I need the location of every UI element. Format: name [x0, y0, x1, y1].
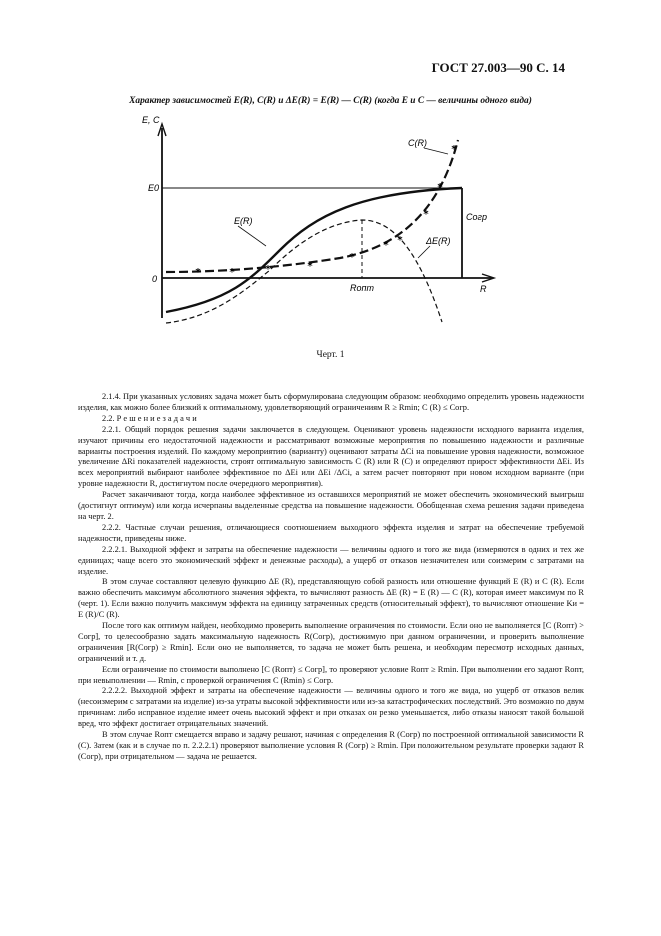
- chart-figure: [0, 0, 661, 340]
- paragraph: 2.1.4. При указанных условиях задача может быть сформулирована следующим образом: необходимо определить уровень надежности изделия, как можно более близкий к оптимальному, удовлетворяющий ограничениям R ≥ Rmin; C (R) ≤ Cогр.: [78, 392, 584, 412]
- paragraph: 2.2.1. Общий порядок решения задачи заключается в следующем. Оценивают уровень надежности исходного варианта изделия, изучают причины его недостаточной надежности и рассматривают возможные мероприятия по повышению надежности и различные варианты построения изделий. По каждому мероприятию (варианту) оценивают затраты ΔCi на повышение уровня надежности, возможное увеличение ΔRi показателей надежности, строят оптимальную зависимость C (R) или R (C) и определяют прирост эффективности ΔEi. Из всех мероприятий выбирают наиболее эффективное по ΔEi или ΔEi /ΔCi, а затем расчет повторяют при новом исходном варианте (при уровне надежности R, достигнутом после очередного мероприятия).: [78, 424, 584, 489]
- axis-y-label: E, C: [142, 115, 160, 125]
- chart-caption: Черт. 1: [316, 350, 345, 360]
- r-opt-label: Rопт: [350, 283, 374, 293]
- body-text: [78, 392, 584, 763]
- curve-e-label: E(R): [234, 216, 253, 226]
- svg-text:*: *: [451, 144, 457, 155]
- paragraph: Если ограничение по стоимости выполнено [C (Rопт) ≤ Cогр], то проверяют условие Rопт ≥ Rmin. При выполнении его задают Rопт, при невыполнении — Rmin, с проверкой ограничения C (Rmin) ≤ Cогр.: [78, 664, 584, 685]
- svg-text:*: *: [229, 267, 235, 278]
- leader-e: [238, 226, 266, 246]
- paragraph: После того как оптимум найден, необходимо проверить выполнение ограничения по стоимости. Если оно не выполняется [C (Rопт) > Cогр], то целесообразно задать максимальную надежность R(Cогр), достижимую при данном ограничении, и проверить выполнение ограничения [R(Cогр) ≥ Rmin]. Если оно не выполняется, то задача не может быть решена, и необходим пересмотр исходных данных, ограничений и т. д.: [78, 621, 584, 663]
- curve-c-label: C(R): [408, 138, 427, 148]
- paragraph: В этом случае Rопт смещается вправо и задачу решают, начиная с определения R (Cогр) по построенной оптимальной зависимости R (C). Затем (как и в случае по п. 2.2.2.1) проверяют выполнение условия R (Cогр) ≥ Rmin. При положительном результате проверки задают R (Cогр), при отрицательном — задача не решается.: [78, 730, 584, 761]
- svg-text:*: *: [397, 235, 403, 246]
- svg-text:*: *: [349, 252, 355, 263]
- zero-label: 0: [152, 274, 158, 284]
- paragraph: В этом случае составляют целевую функцию ΔE (R), представляющую собой разность или отношение функций E (R) и C (R). Если важно обеспечить максимум абсолютного значения эффекта, то вычисляют разность ΔE (R) = E (R) — C (R), которая имеет максимум по R (черт. 1). Если важно получить максимум эффекта на единицу затраченных средств (относительный эффект), то вычисляют отношение Kи = E (R)/C (R).: [78, 577, 584, 620]
- figure-caption: Характер зависимостей E(R), C(R) и ΔE(R) = E(R) — C(R) (когда E и C — величины одного вида): [129, 96, 532, 106]
- paragraph: Расчет заканчивают тогда, когда наиболее эффективное из оставшихся мероприятий не может обеспечить экономический выигрыш (достигнут оптимум) или когда исчерпаны выделенные средства на повышение надежности. Обобщенная схема решения задачи приведена на черт. 2.: [78, 490, 584, 521]
- paragraph: 2.2. Р е ш е н и е з а д а ч и: [102, 413, 197, 423]
- leader-de: [418, 246, 430, 258]
- curve-e: [166, 188, 462, 312]
- svg-text:*: *: [383, 240, 389, 251]
- svg-text:*: *: [423, 209, 429, 220]
- curve-c: [166, 140, 458, 272]
- axis-x-label: R: [480, 284, 487, 294]
- svg-text:*: *: [307, 261, 313, 272]
- paragraph: 2.2.2.2. Выходной эффект и затраты на обеспечение надежности — величины одного и того же вида, но ущерб от отказов велик (несоизмерим с затратами на изделие) из-за утраты высокой эффективности или из-за катастрофических последствий. Это возможно по двум причинам: либо исправное изделие имеет очень высокий эффект и при отказах он резко уменьшается, либо отказы наносят такой большой вред, что эффект достигает отрицательных значений.: [78, 686, 584, 729]
- curve-delta-e-label: ΔE(R): [426, 236, 451, 246]
- e0-label: E0: [148, 183, 160, 193]
- c-limit-label: Cогр: [466, 212, 487, 222]
- svg-text:*: *: [195, 267, 201, 278]
- svg-text:*: *: [265, 264, 271, 275]
- svg-text:*: *: [437, 182, 443, 193]
- paragraph: 2.2.2.1. Выходной эффект и затраты на обеспечение надежности — величины одного и того же вида (измеряются в одних и тех же единицах; чаще всего это экономический эффект и денежные расходы), а ущерб от отказов незначителен или соизмерим с затратами на изделие.: [78, 544, 584, 576]
- paragraph: 2.2.2. Частные случаи решения, отличающиеся соотношением выходного эффекта изделия и затрат на обеспечение требуемой надежности, приведены ниже.: [78, 522, 584, 543]
- leader-c: [424, 148, 448, 154]
- page-header: ГОСТ 27.003—90 С. 14: [431, 60, 565, 75]
